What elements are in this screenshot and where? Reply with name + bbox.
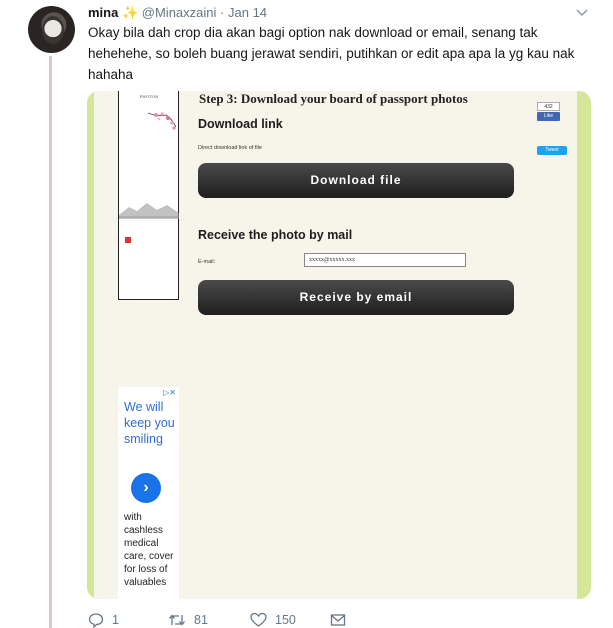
- step-title: Step 3: Download your board of passport photos: [199, 91, 468, 106]
- retweet-count: 81: [194, 613, 208, 627]
- reply-icon: [88, 612, 104, 628]
- mountain-illustration: [119, 195, 179, 219]
- tweet-media[interactable]: [87, 91, 591, 599]
- tweet-header: [88, 4, 267, 22]
- ad-brand: PHOTON: [139, 94, 159, 99]
- download-file-button[interactable]: Download file: [198, 163, 514, 198]
- screenshot-page: [94, 91, 577, 599]
- adchoices-icon[interactable]: ▷✕: [163, 388, 176, 397]
- envelope-icon: [330, 613, 346, 627]
- receive-by-email-button[interactable]: Receive by email: [198, 280, 514, 315]
- retweet-icon: [168, 612, 186, 628]
- blossom-illustration: [148, 109, 176, 135]
- retweet-button[interactable]: [168, 612, 208, 628]
- thread-line: [49, 56, 52, 628]
- like-button[interactable]: [250, 612, 296, 628]
- tweet-text: Okay bila dah crop dia akan bagi option nak download or email, senang tak hehehehe, so boleh buang jerawat sendiri, putihkan or edit apa apa la yg kau nak hahaha: [88, 25, 575, 82]
- side-ad-top[interactable]: [118, 91, 179, 300]
- sparkles-icon: ✨: [121, 5, 139, 20]
- author-name[interactable]: mina: [88, 5, 119, 20]
- ad-badge-icon: [125, 237, 131, 243]
- avatar[interactable]: [28, 6, 75, 53]
- separator-dot: ·: [220, 5, 225, 20]
- facebook-like-widget[interactable]: [537, 102, 560, 122]
- email-field[interactable]: xxxxx@xxxxx.xxx: [304, 253, 466, 267]
- ad-headline: We will keep you smiling: [124, 400, 175, 446]
- author-handle[interactable]: @Minaxzaini: [141, 5, 217, 20]
- direct-link-label: Direct download link of file: [198, 145, 262, 151]
- email-label: E-mail:: [198, 259, 216, 265]
- direct-message-button[interactable]: [330, 612, 346, 627]
- heart-icon: [250, 612, 267, 628]
- like-count: 150: [275, 613, 296, 627]
- tweet-share-button[interactable]: Tweet: [537, 146, 567, 155]
- download-heading: Download link: [198, 117, 283, 131]
- like-count-bubble: 432: [537, 102, 560, 111]
- reply-button[interactable]: [88, 612, 119, 628]
- chevron-right-icon[interactable]: ›: [131, 473, 161, 503]
- chevron-down-icon[interactable]: [575, 6, 589, 20]
- ad-body: with cashless medical care, cover for loss of valuables: [124, 512, 174, 588]
- tweet-date[interactable]: Jan 14: [228, 5, 268, 20]
- side-ad-bottom[interactable]: [118, 387, 179, 599]
- facebook-like-button[interactable]: Like: [537, 112, 560, 121]
- reply-count: 1: [112, 613, 119, 627]
- mail-heading: Receive the photo by mail: [198, 228, 353, 242]
